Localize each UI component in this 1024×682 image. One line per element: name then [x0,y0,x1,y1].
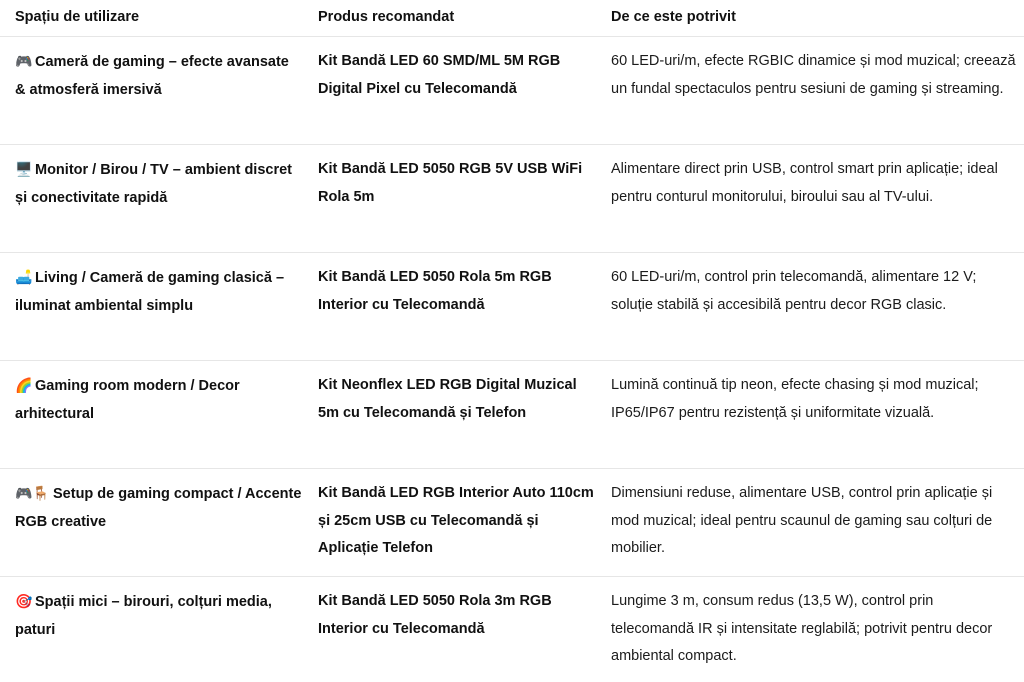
why-cell: Dimensiuni reduse, alimentare USB, control prin aplicație și mod muzical; ideal pentru scaunul de gaming sau colțuri de mobilier. [611,485,993,556]
why-cell: 60 LED-uri/m, efecte RGBIC dinamice și mod muzical; creează un fundal spectaculos pentru sesiuni de gaming și streaming. [611,53,1016,97]
product-cell: Kit Bandă LED 5050 Rola 3m RGB Interior cu Telecomandă [318,593,552,637]
why-cell: Lungime 3 m, consum redus (13,5 W), control prin telecomandă IR și intensitate reglabilă; potrivit pentru decor ambiental compact. [611,593,993,664]
product-cell: Kit Bandă LED 5050 Rola 5m RGB Interior cu Telecomandă [318,269,552,313]
product-cell: Kit Bandă LED 5050 RGB 5V USB WiFi Rola 5m [318,161,583,205]
space-cell: 🎯 Spații mici – birouri, colțuri media, paturi [0,577,303,682]
table-row [0,361,1024,469]
product-cell: Kit Neonflex LED RGB Digital Muzical 5m cu Telecomandă și Telefon [318,377,577,421]
header-product: Produs recomandat [318,9,455,25]
product-cell: Kit Bandă LED 60 SMD/ML 5M RGB Digital Pixel cu Telecomandă [318,53,561,97]
sofa-icon: 🛋️ [15,269,33,285]
product-cell: Kit Bandă LED RGB Interior Auto 110cm și 25cm USB cu Telecomandă și Aplicație Telefon [318,485,594,556]
gamepad-icon: 🎮 [15,53,33,69]
target-icon: 🎯 [15,593,33,609]
why-cell: Lumină continuă tip neon, efecte chasing și mod muzical; IP65/IP67 pentru rezistență și uniformitate vizuală. [611,377,979,421]
table-row [0,577,1024,673]
table-row [0,37,1024,145]
space-cell: 🎮🪑 Setup de gaming compact / Accente RGB creative [0,469,303,576]
rainbow-icon: 🌈 [15,377,33,393]
header-space: Spațiu de utilizare [15,9,140,25]
table-row [0,469,1024,577]
table-row [0,145,1024,253]
space-cell: 🖥️ Monitor / Birou / TV – ambient discret și conectivitate rapidă [0,145,303,252]
table-row [0,253,1024,361]
monitor-icon: 🖥️ [15,161,33,177]
table-header [0,0,1024,37]
why-cell: 60 LED-uri/m, control prin telecomandă, alimentare 12 V; soluție stabilă și accesibilă pentru decor RGB clasic. [611,269,977,313]
space-cell: 🎮 Cameră de gaming – efecte avansate & atmosferă imersivă [0,37,303,144]
space-cell: 🌈 Gaming room modern / Decor arhitectural [0,361,303,468]
header-why: De ce este potrivit [611,9,736,25]
gamepad-chair-icon: 🎮🪑 [15,485,50,501]
why-cell: Alimentare direct prin USB, control smart prin aplicație; ideal pentru conturul monitorului, biroului sau al TV-ului. [611,161,998,205]
space-cell: 🛋️ Living / Cameră de gaming clasică – iluminat ambiental simplu [0,253,303,360]
